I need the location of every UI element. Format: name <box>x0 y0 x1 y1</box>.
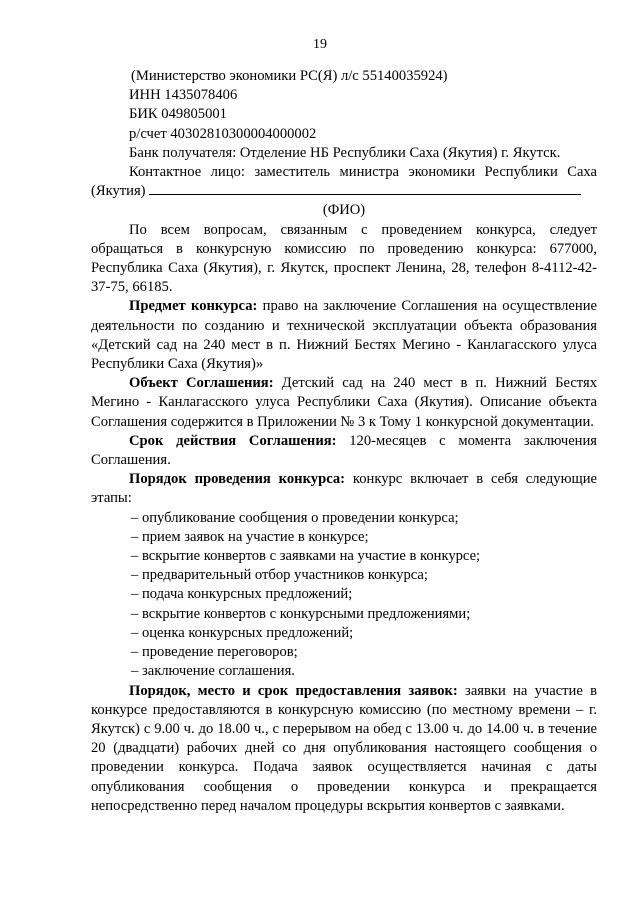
subject-paragraph <box>91 297 597 374</box>
list-item: – вскрытие конвертов с конкурсными предложениями; <box>131 605 471 622</box>
list-item: – опубликование сообщения о проведении конкурса; <box>131 509 459 526</box>
applications-text: заявки на участие в конкурсе предоставляются в конкурсную комиссию (по местному времени – г. Якутск) с 9.00 ч. до 18.00 ч., с перерывом на обед с 13.00 ч. до 14.00 ч. в течение 20 (двадцати) рабочих дней со дня опубликования настоящего сообщения о проведении конкурса. Подача заявок осуществляется начиная с даты опубликования сообщения о проведении конкурса и прекращается непосредственно перед началом процедуры вскрытия конвертов с заявками. <box>91 682 597 814</box>
fio-blank-line <box>149 182 581 195</box>
page-number: 19 <box>313 37 327 52</box>
order-label: Порядок проведения конкурса: <box>129 471 346 488</box>
subject-text: право на заключение Соглашения на осуществление деятельности по созданию и технической эксплуатации объекта образования «Детский сад на 240 мест в п. Нижний Бестях Мегино - Канлагасского улуса Республики Саха (Якутия)» <box>91 298 597 373</box>
requisite-account: р/счет 40302810300004000002 <box>129 125 317 142</box>
requisite-ministry: (Министерство экономики РС(Я) л/с 55140035924) <box>131 68 448 84</box>
term-paragraph <box>91 432 597 470</box>
object-paragraph <box>91 374 597 432</box>
term-label: Срок действия Соглашения: <box>129 432 337 449</box>
document-body <box>91 67 597 816</box>
list-item: – заключение соглашения. <box>131 663 295 680</box>
requisite-inn: ИНН 1435078406 <box>129 87 238 104</box>
order-text: конкурс включает в себя следующие этапы: <box>91 471 597 507</box>
object-text: Детский сад на 240 мест в п. Нижний Бестях Мегино - Канлагасского улуса Республики Саха (Якутия). Описание объекта Соглашения содержится в Приложении № 3 к Тому 1 конкурсной документации. <box>91 375 597 430</box>
object-label: Объект Соглашения: <box>129 375 274 392</box>
list-item: – предварительный отбор участников конкурса; <box>131 567 428 584</box>
order-paragraph <box>91 470 597 508</box>
subject-label: Предмет конкурса: <box>129 298 258 315</box>
list-item: – подача конкурсных предложений; <box>131 586 353 603</box>
fio-label: (ФИО) <box>322 202 366 219</box>
list-item: – проведение переговоров; <box>131 644 298 661</box>
list-item: – прием заявок на участие в конкурсе; <box>131 528 369 545</box>
term-text: 120-месяцев с момента заключения Соглашения. <box>91 432 597 469</box>
requisite-bank: Банк получателя: Отделение НБ Республики Саха (Якутия) г. Якутск. <box>129 144 561 161</box>
list-item: – вскрытие конвертов с заявками на участие в конкурсе; <box>131 548 481 565</box>
questions-paragraph: По всем вопросам, связанным с проведением конкурса, следует обращаться в конкурсную комиссию по проведению конкурса: 677000, Республика Саха (Якутия), г. Якутск, проспект Ленина, 28, телефон 8-4112-42-37-75, 66185. <box>91 221 597 296</box>
contact-text: Контактное лицо: заместитель министра экономики Республики Саха (Якутия) <box>91 164 597 200</box>
list-item: – оценка конкурсных предложений; <box>131 624 354 641</box>
applications-paragraph <box>91 682 597 816</box>
contact-person <box>91 163 597 201</box>
applications-label: Порядок, место и срок предоставления заявок: <box>129 682 458 699</box>
requisite-bik: БИК 049805001 <box>129 106 227 123</box>
